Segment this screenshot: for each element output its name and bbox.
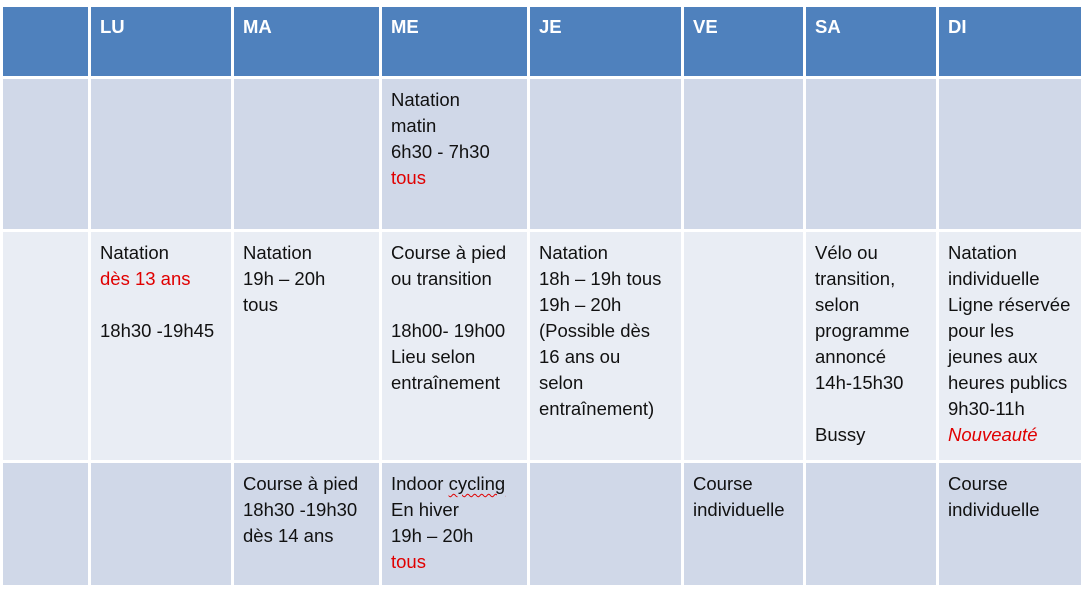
row2-ma-cell <box>234 232 379 460</box>
row2-di-line2: individuelle <box>948 268 1040 289</box>
header-day-sa: SA <box>806 7 936 76</box>
row2-je-line5: 16 ans ou <box>539 346 621 367</box>
row2-je-cell <box>530 232 681 460</box>
row2-lu-time: 18h30 -19h45 <box>100 320 215 341</box>
row3-me-line3: 19h – 20h <box>391 525 474 546</box>
row2-je-line4: (Possible dès <box>539 320 651 341</box>
header-day-ve: VE <box>684 7 803 76</box>
row2-sa-spacer <box>815 396 930 422</box>
row2-di-line1: Natation <box>948 242 1017 263</box>
row2-di-cell <box>939 232 1081 460</box>
row2-ve-cell <box>684 232 803 460</box>
row3-me-line1-word1: Indoor <box>391 473 449 494</box>
row2-sa-cell <box>806 232 936 460</box>
row3-di-cell <box>939 463 1081 585</box>
row3-ma-line2: 18h30 -19h30 <box>243 499 358 520</box>
row2-di-line7: 9h30-11h <box>948 398 1025 419</box>
row1-me-audience: tous <box>391 167 426 188</box>
header-corner-cell <box>3 7 88 76</box>
row3-ve-line2: individuelle <box>693 499 785 520</box>
row2-lu-spacer <box>100 292 225 318</box>
row2-me-line2: ou transition <box>391 268 492 289</box>
schedule-table <box>3 7 1081 585</box>
row2-sa-line6: 14h-15h30 <box>815 372 904 393</box>
header-day-je: JE <box>530 7 681 76</box>
row3-ma-line1: Course à pied <box>243 473 359 494</box>
row3-label-cell <box>3 463 88 585</box>
row2-me-line1: Course à pied <box>391 242 507 263</box>
row1-lu-cell <box>91 79 231 229</box>
row3-me-line1 <box>391 471 521 497</box>
row3-me-audience: tous <box>391 551 426 572</box>
row2-me-line4: Lieu selon <box>391 346 476 367</box>
row3-ve-line1: Course <box>693 473 753 494</box>
row2-me-cell <box>382 232 527 460</box>
row3-me-line1-spellcheck-word: cycling <box>448 473 506 494</box>
row2-di-line3: Ligne réservée <box>948 294 1071 315</box>
row2-di-line6: heures publics <box>948 372 1068 393</box>
row1-me-line1: Natation <box>391 89 460 110</box>
row3-di-line2: individuelle <box>948 499 1040 520</box>
row2-sa-line4: programme <box>815 320 910 341</box>
row1-je-cell <box>530 79 681 229</box>
row2-di-new-badge: Nouveauté <box>948 424 1038 445</box>
row2-di-line5: jeunes aux <box>948 346 1038 367</box>
row2-me-spacer <box>391 292 521 318</box>
row1-me-cell <box>382 79 527 229</box>
row2-sa-line2: transition, <box>815 268 896 289</box>
row1-ma-cell <box>234 79 379 229</box>
row2-lu-line1: Natation <box>100 242 169 263</box>
row3-sa-cell <box>806 463 936 585</box>
row1-label-cell <box>3 79 88 229</box>
row2-me-line5: entraînement <box>391 372 501 393</box>
header-day-ma: MA <box>234 7 379 76</box>
row3-me-line2: En hiver <box>391 499 459 520</box>
row2-je-line2: 18h – 19h tous <box>539 268 662 289</box>
row1-me-line2: matin <box>391 115 437 136</box>
row2-ma-line1: Natation <box>243 242 312 263</box>
row2-di-line4: pour les <box>948 320 1014 341</box>
row2-je-line1: Natation <box>539 242 608 263</box>
row3-ma-line3: dès 14 ans <box>243 525 334 546</box>
row2-lu-cell <box>91 232 231 460</box>
row2-sa-line5: annoncé <box>815 346 886 367</box>
row2-je-line7: entraînement) <box>539 398 655 419</box>
row1-ve-cell <box>684 79 803 229</box>
row2-lu-age: dès 13 ans <box>100 268 191 289</box>
row3-ma-cell <box>234 463 379 585</box>
header-day-di: DI <box>939 7 1081 76</box>
header-day-me: ME <box>382 7 527 76</box>
row2-me-line3: 18h00- 19h00 <box>391 320 506 341</box>
header-day-lu: LU <box>91 7 231 76</box>
row2-sa-line1: Vélo ou <box>815 242 878 263</box>
row3-je-cell <box>530 463 681 585</box>
row3-me-cell <box>382 463 527 585</box>
row3-lu-cell <box>91 463 231 585</box>
row2-je-line6: selon <box>539 372 584 393</box>
row3-ve-cell <box>684 463 803 585</box>
row2-sa-location: Bussy <box>815 424 866 445</box>
row2-je-line3: 19h – 20h <box>539 294 622 315</box>
row1-me-line3: 6h30 - 7h30 <box>391 141 490 162</box>
row1-sa-cell <box>806 79 936 229</box>
row3-di-line1: Course <box>948 473 1008 494</box>
row2-ma-line2: 19h – 20h <box>243 268 326 289</box>
row2-label-cell <box>3 232 88 460</box>
row1-di-cell <box>939 79 1081 229</box>
row2-ma-line3: tous <box>243 294 278 315</box>
row2-sa-line3: selon <box>815 294 860 315</box>
